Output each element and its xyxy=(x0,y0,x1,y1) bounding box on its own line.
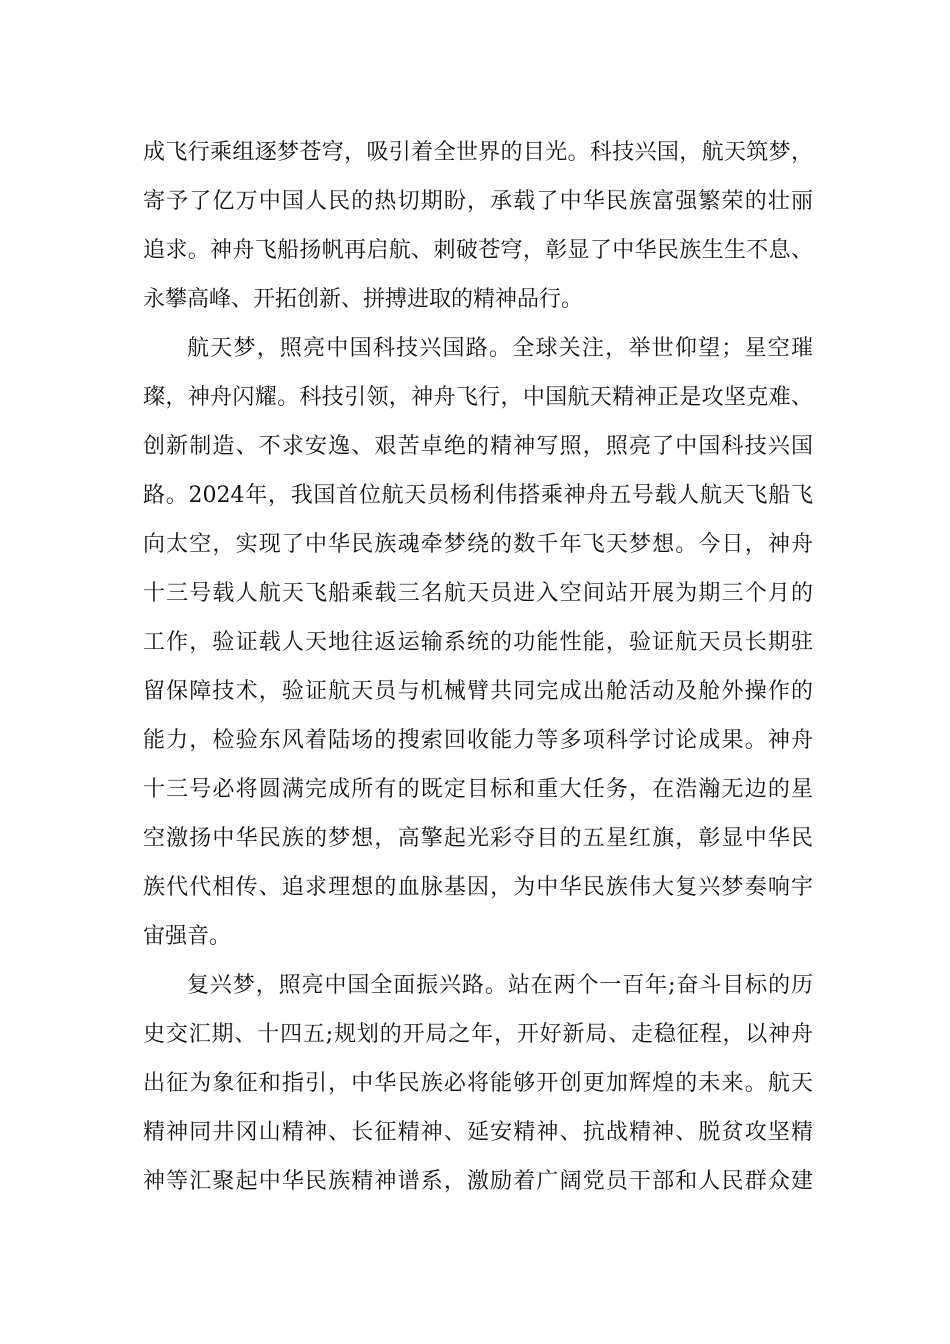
text-line: 精神同井冈山精神、长征精神、延安精神、抗战精神、脱贫攻坚精 xyxy=(143,1120,813,1145)
document-body xyxy=(143,128,813,1206)
text-line: 能力，检验东风着陆场的搜索回收能力等多项科学讨论成果。神舟 xyxy=(143,728,813,753)
text-line: 史交汇期、十四五;规划的开局之年，开好新局、走稳征程，以神舟 xyxy=(143,1022,813,1047)
text-line: 追求。神舟飞船扬帆再启航、刺破苍穹，彰显了中华民族生生不息、 xyxy=(143,238,813,263)
text-line: 神等汇聚起中华民族精神谱系，激励着广阔党员干部和人民群众建 xyxy=(143,1169,813,1194)
paragraph-2 xyxy=(143,324,813,961)
text-line: 向太空，实现了中华民族魂牵梦绕的数千年飞天梦想。今日，神舟 xyxy=(143,532,813,557)
text-line: 族代代相传、追求理想的血脉基因，为中华民族伟大复兴梦奏响宇 xyxy=(143,875,813,900)
text-line: 空激扬中华民族的梦想，高擎起光彩夺目的五星红旗，彰显中华民 xyxy=(143,826,813,851)
text-line: 留保障技术，验证航天员与机械臂共同完成出舱活动及舱外操作的 xyxy=(143,679,813,704)
text-line: 出征为象征和指引，中华民族必将能够开创更加辉煌的未来。航天 xyxy=(143,1071,813,1096)
text-line: 创新制造、不求安逸、艰苦卓绝的精神写照，照亮了中国科技兴国 xyxy=(143,434,813,459)
text-line: 寄予了亿万中国人民的热切期盼，承载了中华民族富强繁荣的壮丽 xyxy=(143,189,813,214)
text-line: 十三号载人航天飞船乘载三名航天员进入空间站开展为期三个月的 xyxy=(143,581,813,606)
text-line: 璨，神舟闪耀。科技引领，神舟飞行，中国航天精神正是攻坚克难、 xyxy=(143,385,813,410)
text-line: 成飞行乘组逐梦苍穹，吸引着全世界的目光。科技兴国，航天筑梦， xyxy=(143,140,813,165)
text-line: 航天梦，照亮中国科技兴国路。全球关注，举世仰望；星空璀 xyxy=(187,336,813,361)
paragraph-1 xyxy=(143,128,813,324)
text-line: 十三号必将圆满完成所有的既定目标和重大任务，在浩瀚无边的星 xyxy=(143,777,813,802)
text-line: 工作，验证载人天地往返运输系统的功能性能，验证航天员长期驻 xyxy=(143,630,813,655)
text-line: 复兴梦，照亮中国全面振兴路。站在两个一百年;奋斗目标的历 xyxy=(187,973,813,998)
text-line: 永攀高峰、开拓创新、拼搏进取的精神品行。 xyxy=(143,287,584,312)
text-line: 宙强音。 xyxy=(143,924,232,949)
text-line: 路。2024年，我国首位航天员杨利伟搭乘神舟五号载人航天飞船飞 xyxy=(143,483,813,508)
paragraph-3 xyxy=(143,961,813,1206)
